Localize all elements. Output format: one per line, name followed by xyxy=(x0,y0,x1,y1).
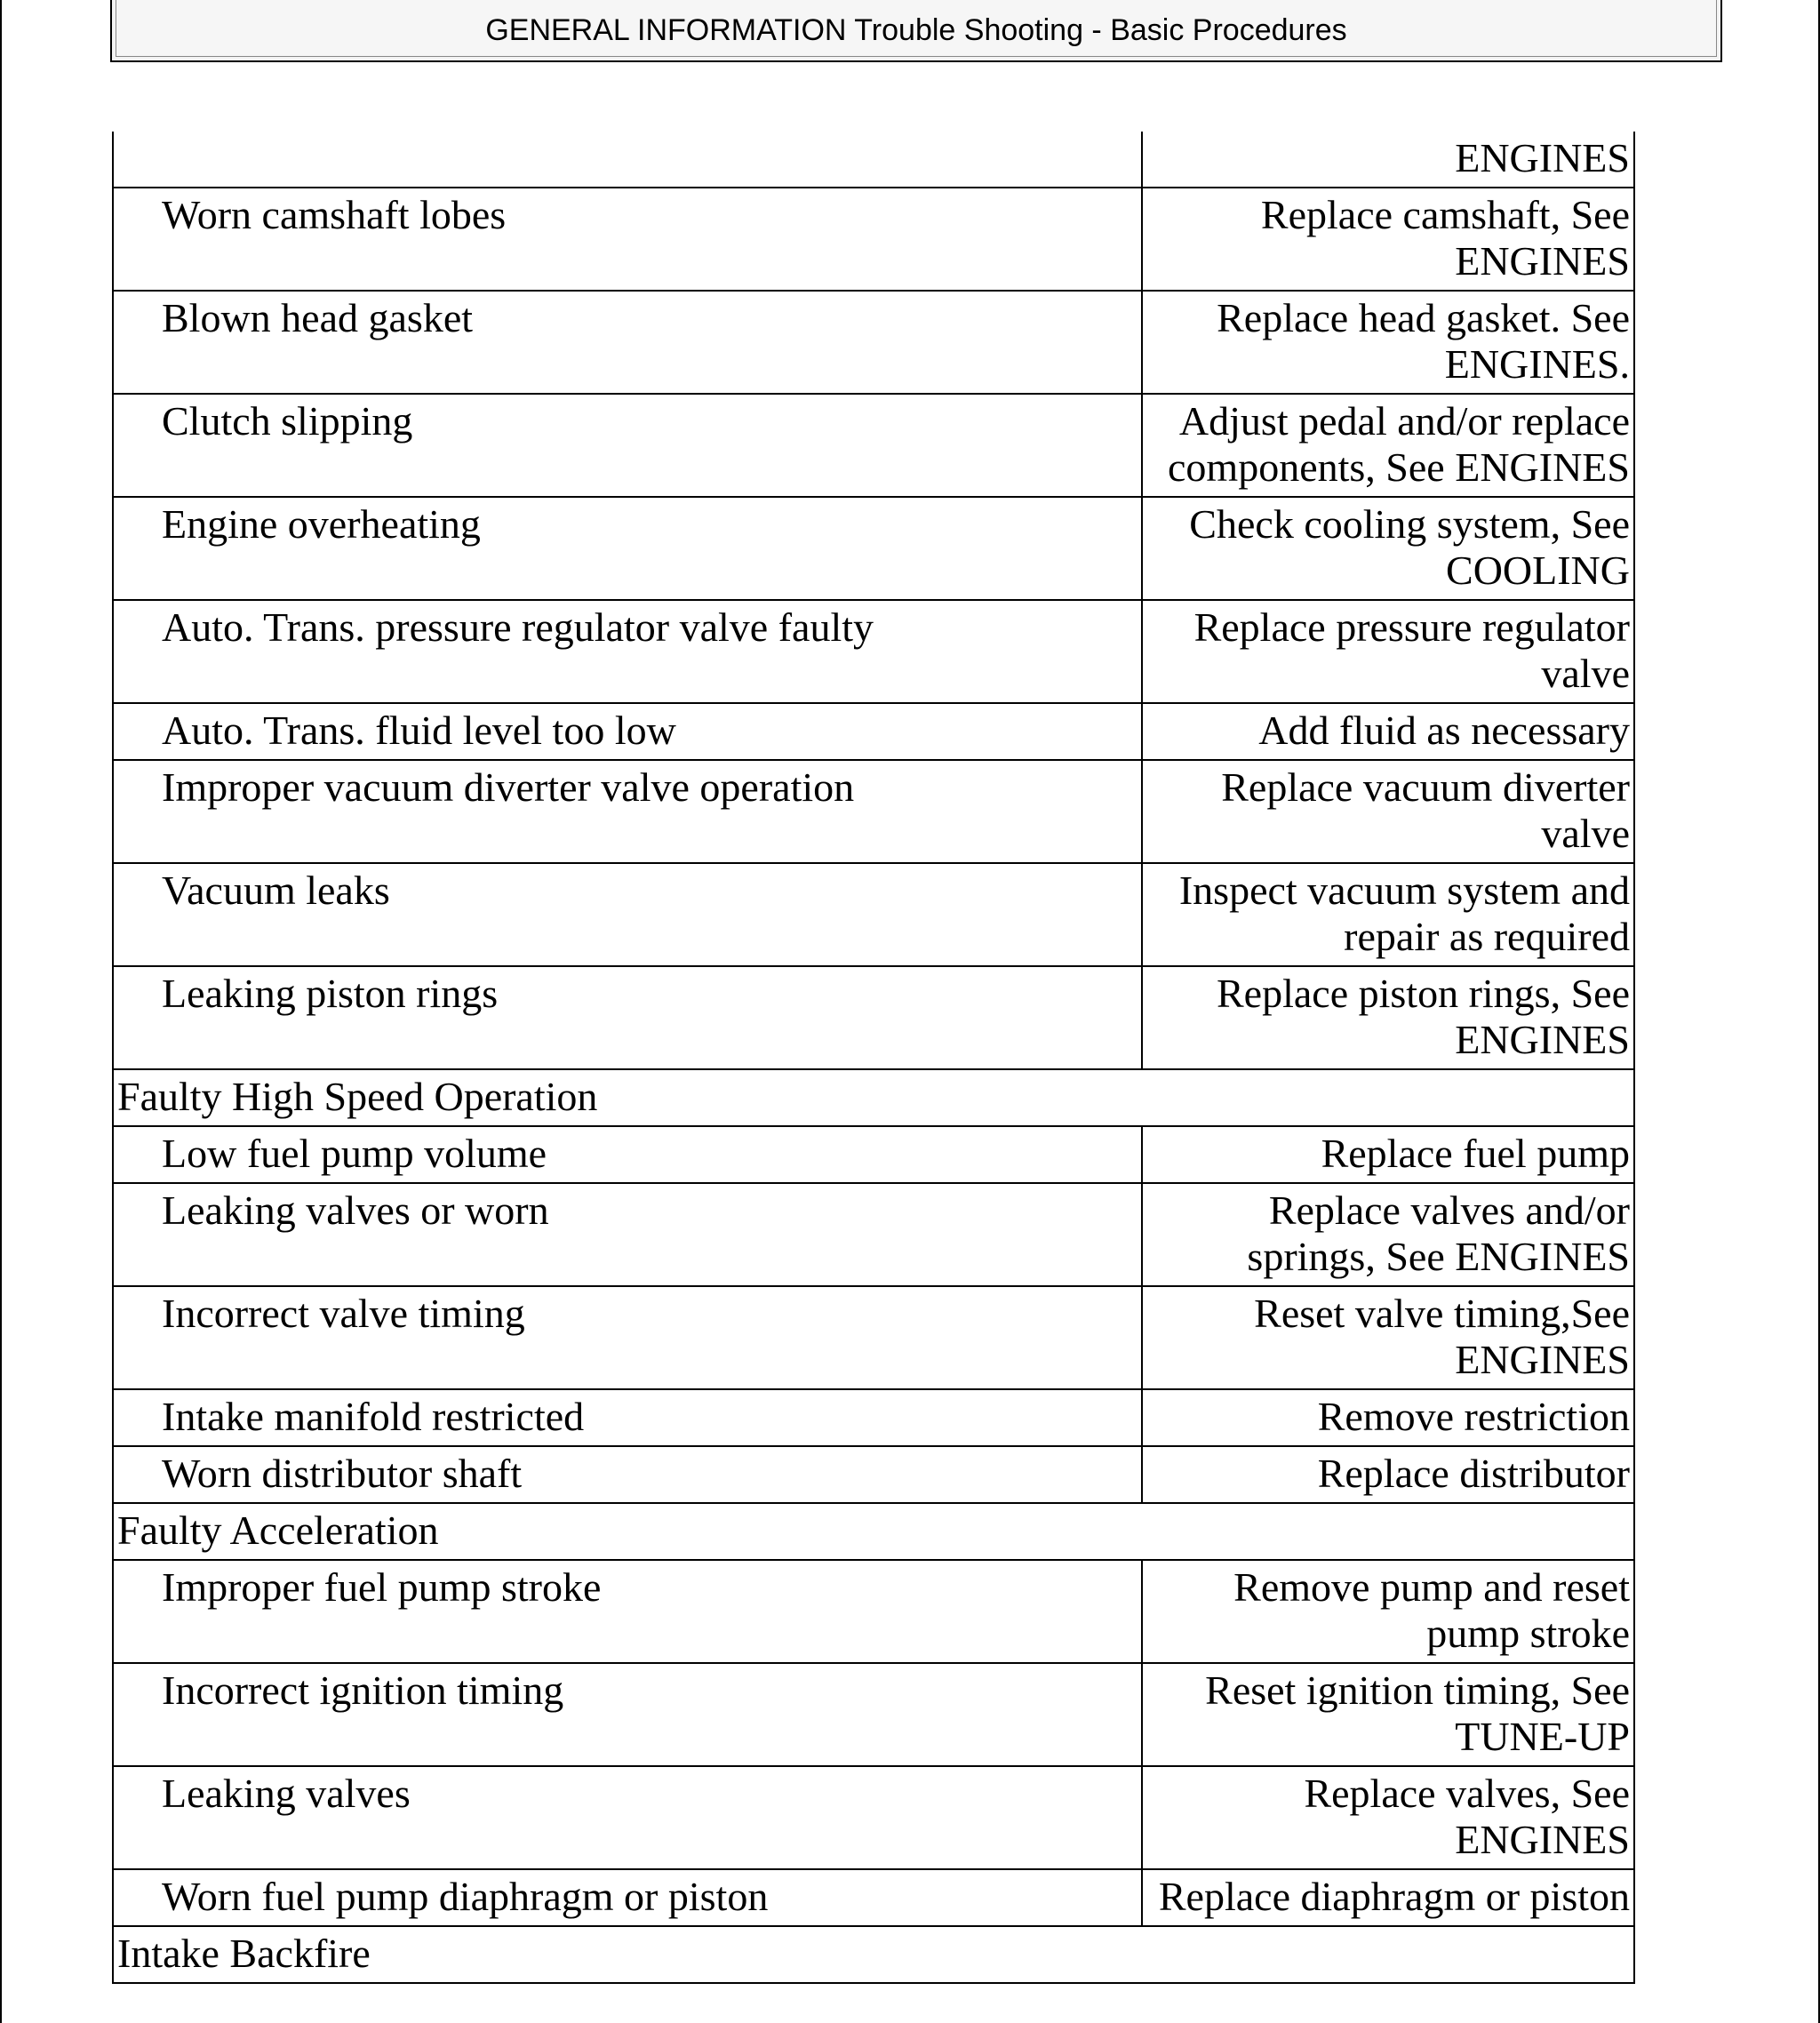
section-title: Faulty Acceleration xyxy=(113,1503,1634,1560)
table-row-continued xyxy=(113,132,1634,188)
table-row xyxy=(113,600,1634,703)
cause-cell: Low fuel pump volume xyxy=(113,1126,1142,1183)
table-row xyxy=(113,760,1634,863)
cause-cell: Leaking valves xyxy=(113,1766,1142,1869)
remedy-cell: Adjust pedal and/or replace components, See ENGINES xyxy=(1142,394,1634,497)
page-left-edge xyxy=(0,0,2,2023)
remedy-cell: Reset valve timing,See ENGINES xyxy=(1142,1286,1634,1389)
cause-cell: Blown head gasket xyxy=(113,291,1142,394)
table-row xyxy=(113,291,1634,394)
remedy-cell: Reset ignition timing, See TUNE-UP xyxy=(1142,1663,1634,1766)
table-row xyxy=(113,1663,1634,1766)
table-row xyxy=(113,863,1634,966)
table-row xyxy=(113,966,1634,1069)
remedy-cell: Replace vacuum diverter valve xyxy=(1142,760,1634,863)
table-row xyxy=(113,1286,1634,1389)
page-header-frame xyxy=(116,0,1717,57)
page-title: GENERAL INFORMATION Trouble Shooting - Basic Procedures xyxy=(485,13,1347,47)
cause-cell: Clutch slipping xyxy=(113,394,1142,497)
remedy-cell: Remove restriction xyxy=(1142,1389,1634,1446)
cause-cell xyxy=(113,132,1142,188)
table-row xyxy=(113,1560,1634,1663)
cause-cell: Engine overheating xyxy=(113,497,1142,600)
remedy-cell: Replace head gasket. See ENGINES. xyxy=(1142,291,1634,394)
page-header xyxy=(110,0,1722,62)
trouble-shooting-table xyxy=(112,132,1635,1984)
section-header-row xyxy=(113,1503,1634,1560)
cause-cell: Improper fuel pump stroke xyxy=(113,1560,1142,1663)
cause-cell: Leaking piston rings xyxy=(113,966,1142,1069)
section-title: Faulty High Speed Operation xyxy=(113,1069,1634,1126)
cause-cell: Worn camshaft lobes xyxy=(113,188,1142,291)
table-row xyxy=(113,1446,1634,1503)
table-row xyxy=(113,1766,1634,1869)
table-row xyxy=(113,1183,1634,1286)
cause-cell: Incorrect ignition timing xyxy=(113,1663,1142,1766)
remedy-cell: Replace diaphragm or piston xyxy=(1142,1869,1634,1926)
remedy-cell: Inspect vacuum system and repair as required xyxy=(1142,863,1634,966)
table-row xyxy=(113,1126,1634,1183)
table-row xyxy=(113,188,1634,291)
remedy-cell: Replace piston rings, See ENGINES xyxy=(1142,966,1634,1069)
remedy-cell: Add fluid as necessary xyxy=(1142,703,1634,760)
table-row xyxy=(113,703,1634,760)
remedy-cell: ENGINES xyxy=(1142,132,1634,188)
table-row xyxy=(113,1389,1634,1446)
section-header-row xyxy=(113,1926,1634,1983)
remedy-cell: Replace valves and/or springs, See ENGINES xyxy=(1142,1183,1634,1286)
cause-cell: Vacuum leaks xyxy=(113,863,1142,966)
cause-cell: Auto. Trans. pressure regulator valve faulty xyxy=(113,600,1142,703)
table-row xyxy=(113,497,1634,600)
table-row xyxy=(113,394,1634,497)
remedy-cell: Replace pressure regulator valve xyxy=(1142,600,1634,703)
remedy-cell: Replace valves, See ENGINES xyxy=(1142,1766,1634,1869)
remedy-cell: Replace fuel pump xyxy=(1142,1126,1634,1183)
cause-cell: Leaking valves or worn xyxy=(113,1183,1142,1286)
cause-cell: Improper vacuum diverter valve operation xyxy=(113,760,1142,863)
remedy-cell: Remove pump and reset pump stroke xyxy=(1142,1560,1634,1663)
section-header-row xyxy=(113,1069,1634,1126)
section-title: Intake Backfire xyxy=(113,1926,1634,1983)
table-row xyxy=(113,1869,1634,1926)
cause-cell: Intake manifold restricted xyxy=(113,1389,1142,1446)
cause-cell: Incorrect valve timing xyxy=(113,1286,1142,1389)
remedy-cell: Replace camshaft, See ENGINES xyxy=(1142,188,1634,291)
remedy-cell: Replace distributor xyxy=(1142,1446,1634,1503)
cause-cell: Worn distributor shaft xyxy=(113,1446,1142,1503)
remedy-cell: Check cooling system, See COOLING xyxy=(1142,497,1634,600)
table-body xyxy=(113,132,1634,1983)
cause-cell: Worn fuel pump diaphragm or piston xyxy=(113,1869,1142,1926)
cause-cell: Auto. Trans. fluid level too low xyxy=(113,703,1142,760)
